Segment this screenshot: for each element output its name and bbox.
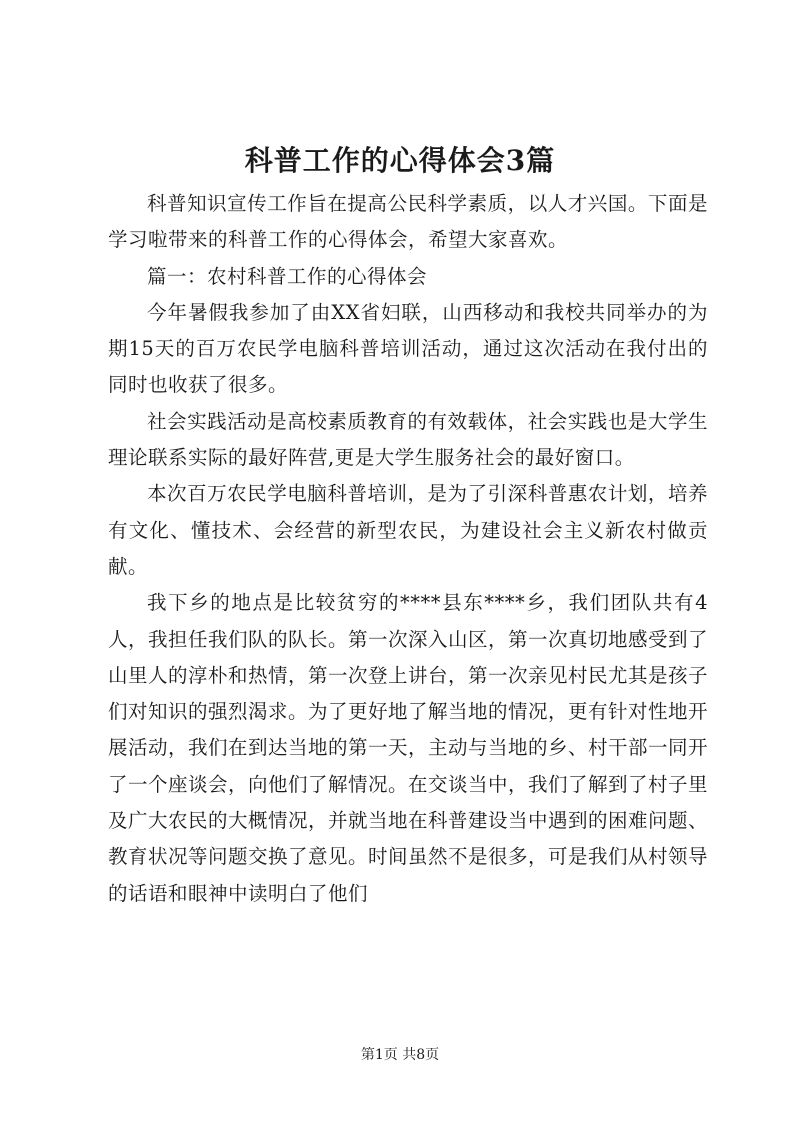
document-body [108,186,708,912]
paragraph-intro: 科普知识宣传工作旨在提高公民科学素质，以人才兴国。下面是学习啦带来的科普工作的心得体会，希望大家喜欢。 [108,192,708,252]
paragraph: 今年暑假我参加了由XX省妇联，山西移动和我校共同举办的为期15天的百万农民学电脑科普培训活动，通过这次活动在我付出的同时也收获了很多。 [108,300,708,397]
paragraph: 社会实践活动是高校素质教育的有效载体，社会实践也是大学生理论联系实际的最好阵营,更是大学生服务社会的最好窗口。 [108,409,708,470]
document-title: 科普工作的心得体会3篇 [244,144,556,177]
paragraph: 本次百万农民学电脑科普培训，是为了引深科普惠农计划，培养有文化、懂技术、会经营的新型农民，为建设社会主义新农村做贡献。 [108,482,708,578]
page-footer: 第1页 共8页 [360,1047,440,1063]
paragraph: 我下乡的地点是比较贫穷的****县东****乡，我们团队共有4人，我担任我们队的队长。第一次深入山区，第一次真切地感受到了山里人的淳朴和热情，第一次登上讲台，第一次亲见村民尤其是孩子们对知识的强烈渴求。为了更好地了解当地的情况，更有针对性地开展活动，我们在到达当地的第一天，主动与当地的乡、村干部一同开了一个座谈会，向他们了解情况。在交谈当中，我们了解到了村子里及广大农民的大概情况，并就当地在科普建设当中遇到的困难问题、教育状况等问题交换了意见。时间虽然不是很多，可是我们从村领导的话语和眼神中读明白了他们 [108,591,709,905]
section-heading: 篇一：农村科普工作的心得体会 [147,264,428,288]
